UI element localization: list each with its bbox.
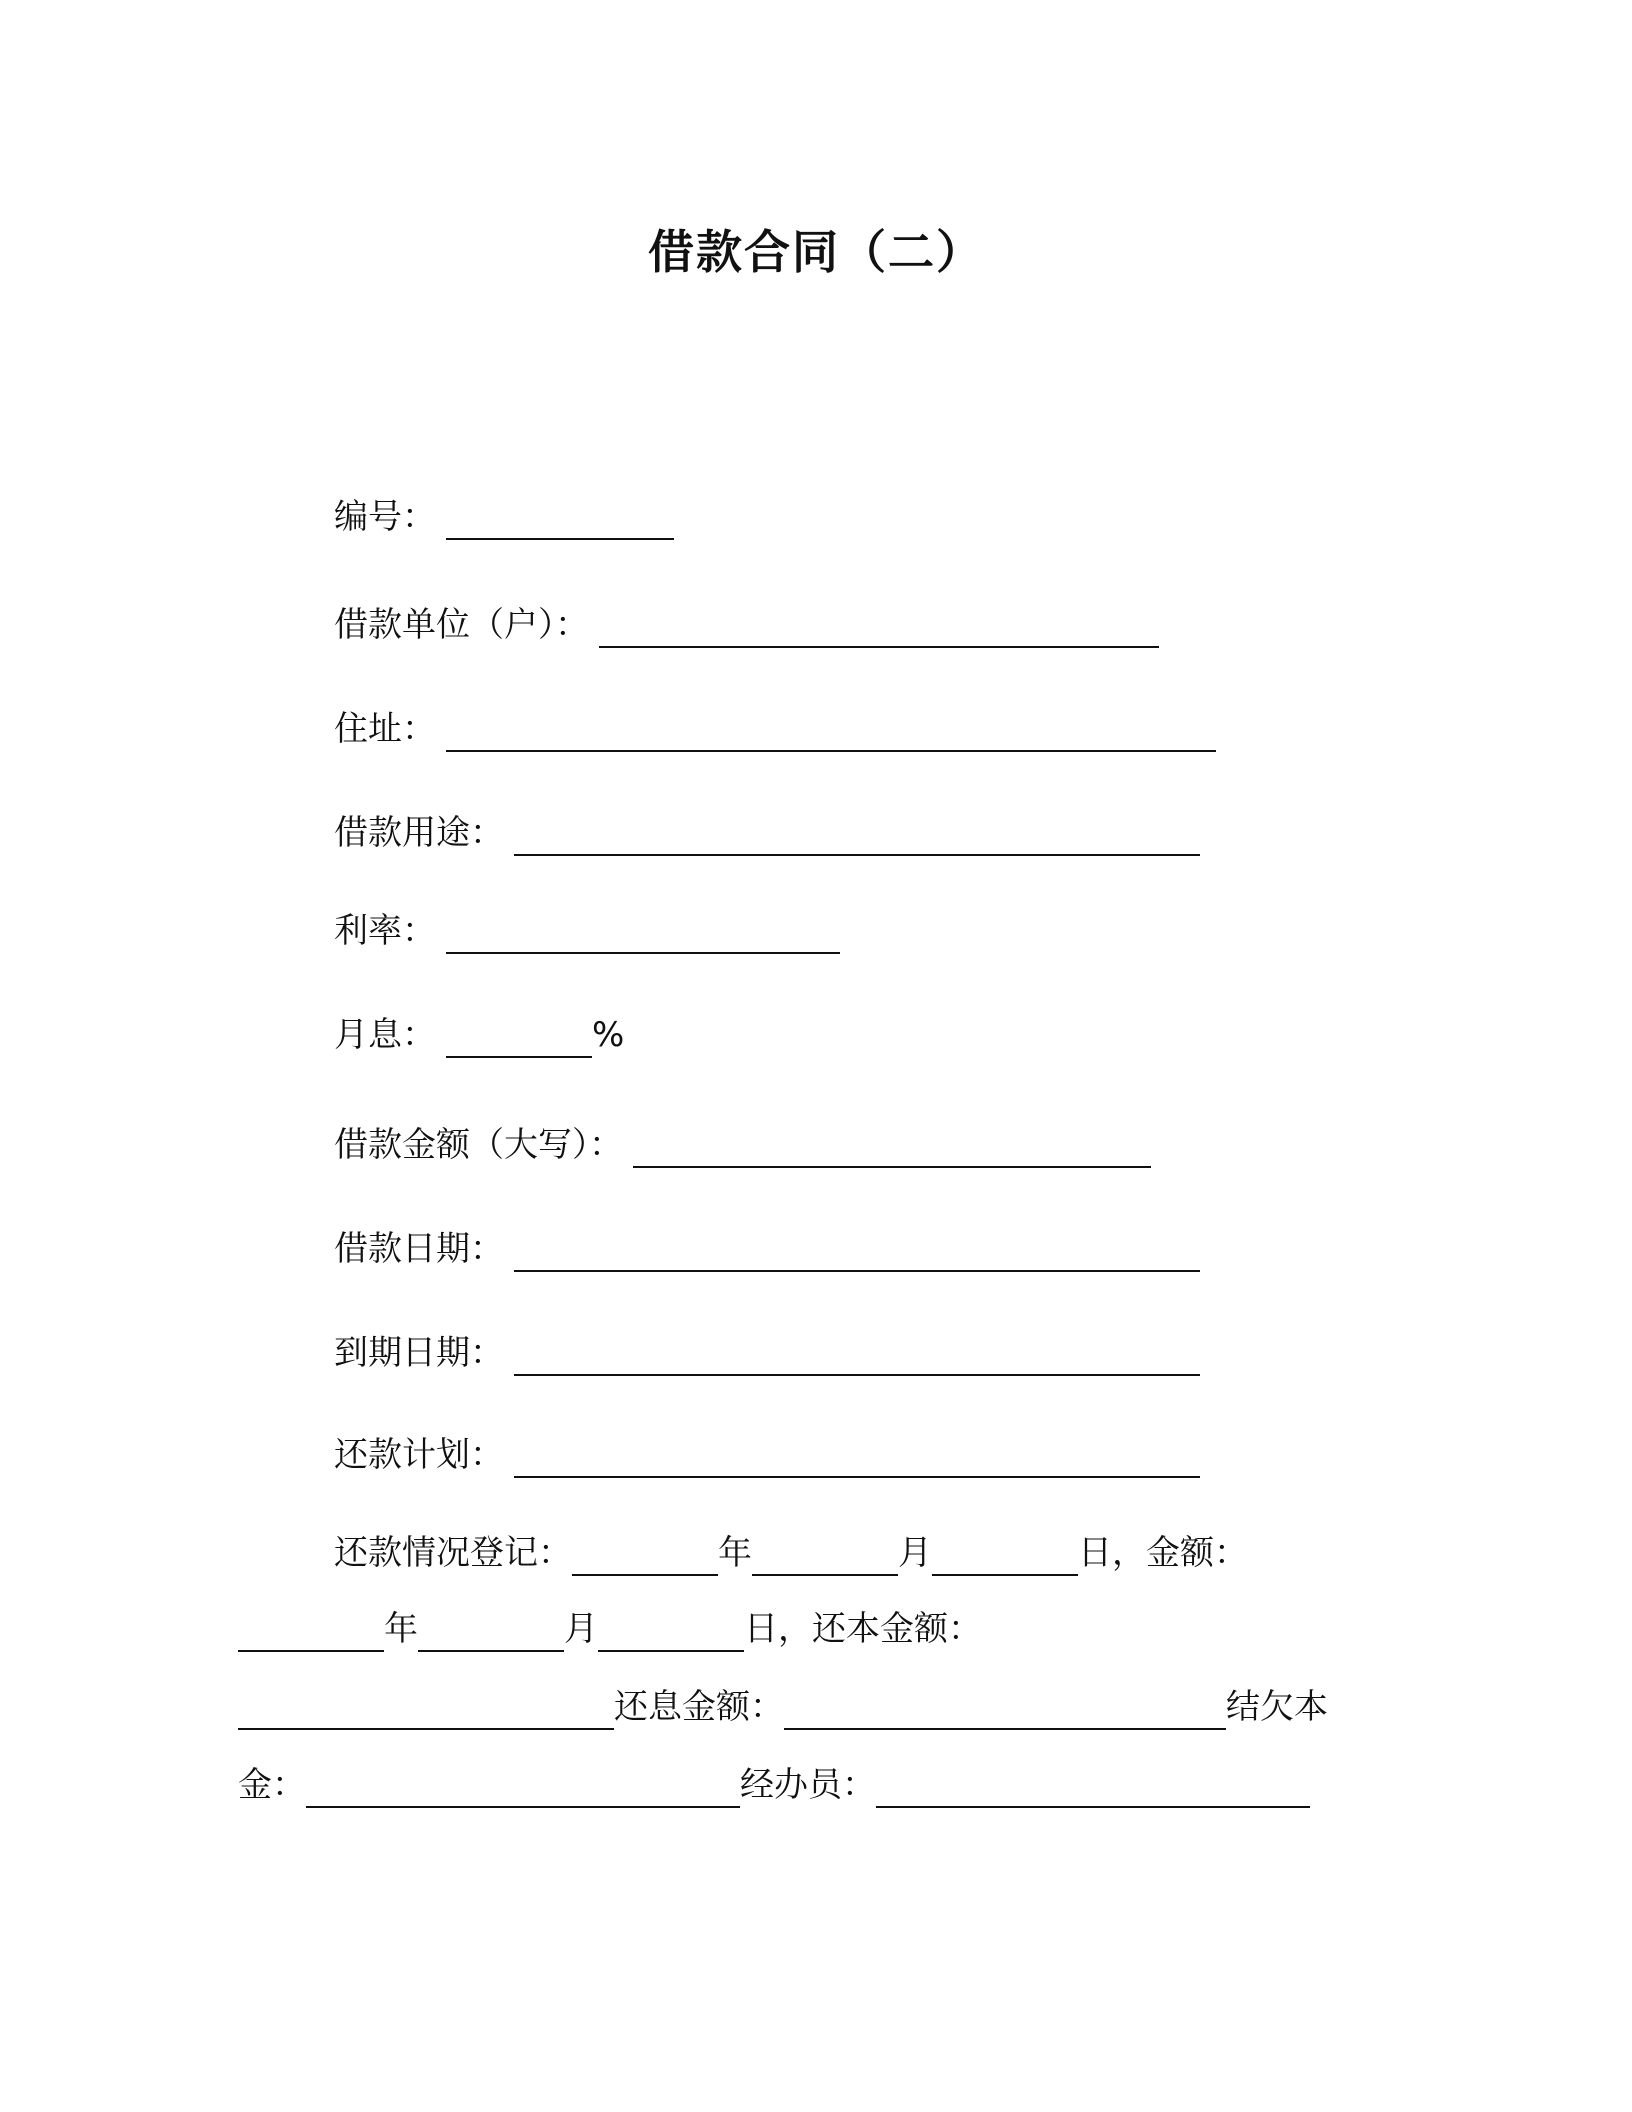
field-number-label: 编号： xyxy=(334,497,436,537)
registration-handler-label: 经办员： xyxy=(740,1765,876,1805)
registration-line-4 xyxy=(238,1762,1310,1808)
field-repay-plan-blank[interactable] xyxy=(514,1440,1200,1478)
registration-year-blank-1[interactable] xyxy=(572,1538,718,1576)
field-monthly-interest-suffix: % xyxy=(592,1015,625,1055)
registration-outstanding-label-2: 金： xyxy=(238,1765,306,1805)
registration-outstanding-label-1: 结欠本 xyxy=(1226,1687,1328,1727)
field-number-blank[interactable] xyxy=(446,502,674,540)
field-purpose-blank[interactable] xyxy=(514,818,1200,856)
registration-interest-amount-label: 还息金额： xyxy=(614,1687,784,1727)
field-loan-date-blank[interactable] xyxy=(514,1234,1200,1272)
registration-day-amount-text: 日，金额： xyxy=(1078,1533,1248,1573)
field-rate xyxy=(334,908,840,954)
registration-year-blank-2[interactable] xyxy=(238,1614,384,1652)
registration-day-principal-text: 日，还本金额： xyxy=(744,1609,982,1649)
registration-day-blank-1[interactable] xyxy=(932,1538,1078,1576)
field-amount-blank[interactable] xyxy=(633,1130,1151,1168)
field-number xyxy=(334,494,674,540)
registration-line-1 xyxy=(334,1530,1248,1576)
field-purpose-label: 借款用途： xyxy=(334,813,504,853)
field-amount-label: 借款金额（大写）： xyxy=(334,1125,623,1165)
registration-principal-blank[interactable] xyxy=(238,1692,614,1730)
field-address-blank[interactable] xyxy=(446,714,1216,752)
field-purpose xyxy=(334,810,1200,856)
registration-year-text-2: 年 xyxy=(384,1609,418,1649)
registration-month-text-1: 月 xyxy=(898,1533,932,1573)
field-due-date-label: 到期日期： xyxy=(334,1333,504,1373)
document-title: 借款合同（二） xyxy=(648,225,984,279)
registration-handler-blank[interactable] xyxy=(876,1770,1310,1808)
registration-line-3 xyxy=(238,1684,1328,1730)
field-address-label: 住址： xyxy=(334,709,436,749)
field-address xyxy=(334,706,1216,752)
registration-line-2 xyxy=(238,1606,982,1652)
field-borrower-blank[interactable] xyxy=(599,610,1159,648)
field-monthly-interest xyxy=(334,1012,624,1058)
registration-year-text-1: 年 xyxy=(718,1533,752,1573)
field-repay-plan-label: 还款计划： xyxy=(334,1435,504,1475)
field-borrower xyxy=(334,602,1159,648)
field-due-date-blank[interactable] xyxy=(514,1338,1200,1376)
field-loan-date-label: 借款日期： xyxy=(334,1229,504,1269)
registration-interest-amount-blank[interactable] xyxy=(784,1692,1226,1730)
registration-month-blank-2[interactable] xyxy=(418,1614,564,1652)
field-monthly-interest-blank[interactable] xyxy=(446,1020,592,1058)
field-rate-blank[interactable] xyxy=(446,916,840,954)
field-borrower-label: 借款单位（户）： xyxy=(334,605,589,645)
registration-month-blank-1[interactable] xyxy=(752,1538,898,1576)
field-due-date xyxy=(334,1330,1200,1376)
field-repay-plan xyxy=(334,1432,1200,1478)
field-monthly-interest-label: 月息： xyxy=(334,1015,436,1055)
registration-label: 还款情况登记： xyxy=(334,1533,572,1573)
field-amount xyxy=(334,1122,1151,1168)
registration-outstanding-blank[interactable] xyxy=(306,1770,740,1808)
field-rate-label: 利率： xyxy=(334,911,436,951)
registration-day-blank-2[interactable] xyxy=(598,1614,744,1652)
registration-month-text-2: 月 xyxy=(564,1609,598,1649)
field-loan-date xyxy=(334,1226,1200,1272)
